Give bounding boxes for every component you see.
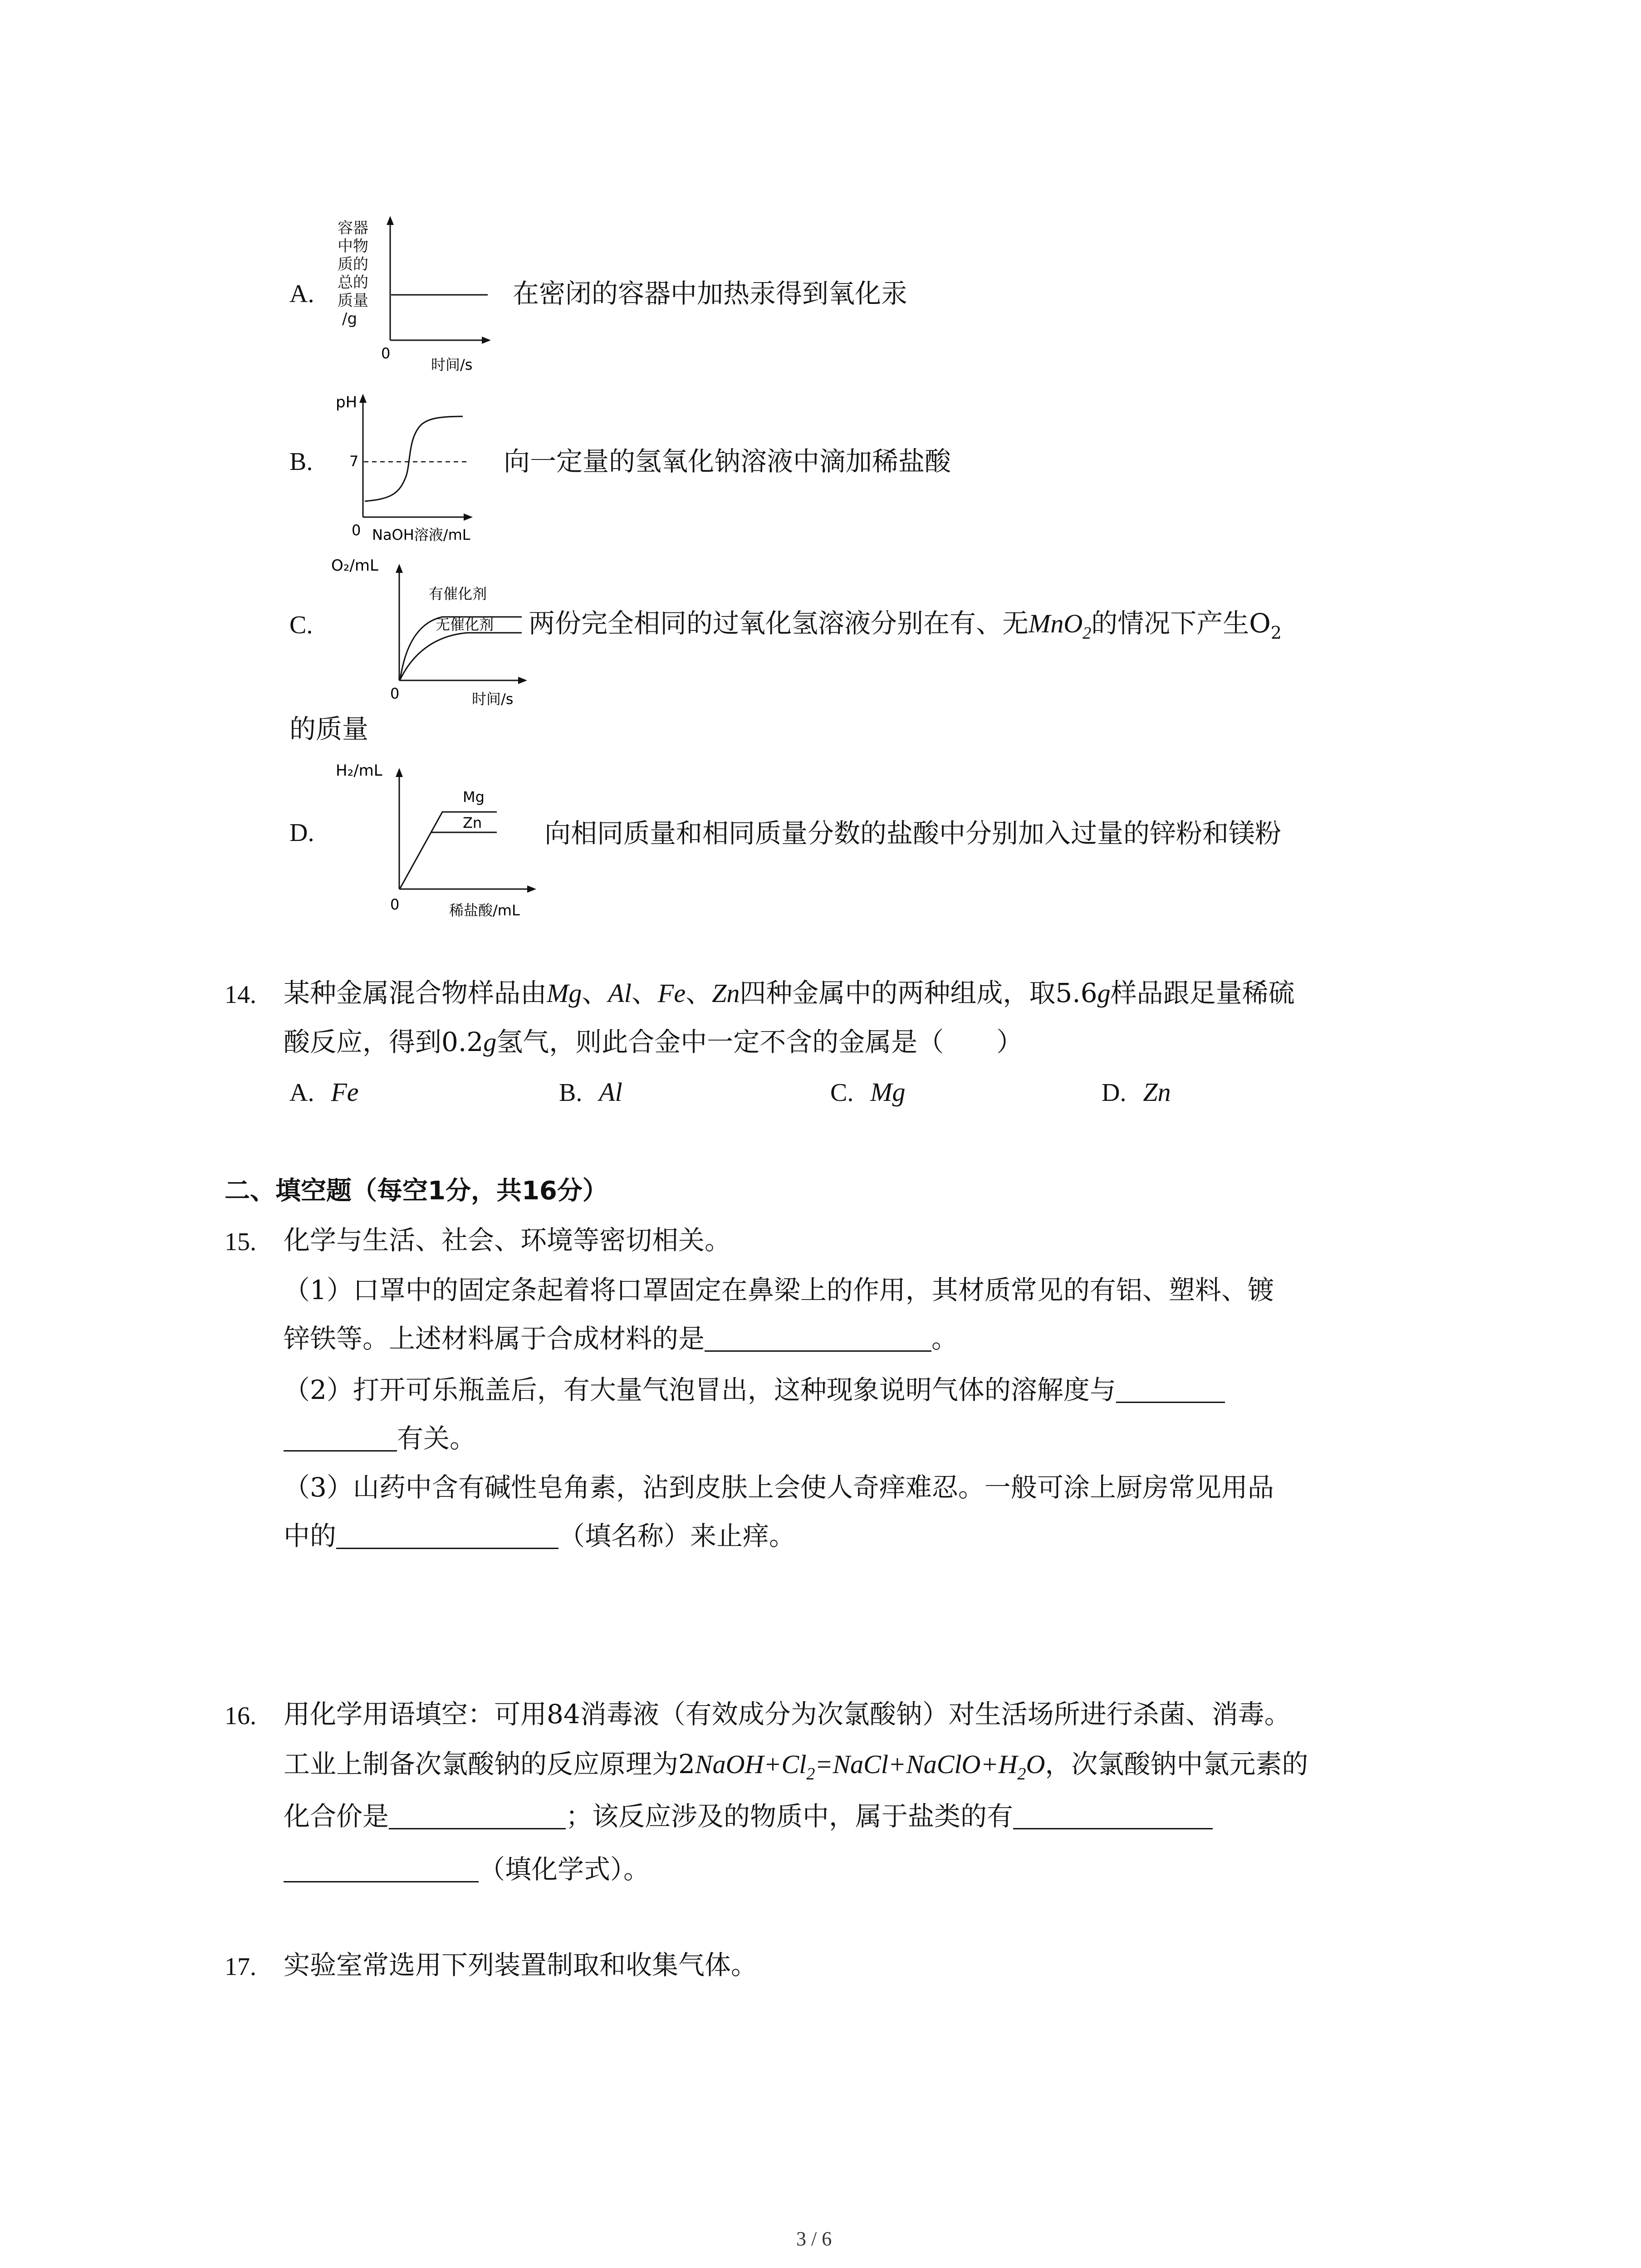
option-a-text: 在密闭的容器中加热汞得到氧化汞: [513, 278, 908, 309]
graph-d-label-1: Mg: [463, 788, 485, 806]
graph-d-label-2: Zn: [463, 814, 482, 831]
q16-line-2: 工业上制备次氯酸钠的反应原理为$2NaOH+Cl_2=NaCl+NaClO+H_2O$，次氯酸钠中氯元素的: [284, 1749, 1308, 1784]
q14-choice-a[interactable]: A. Fe: [289, 1077, 359, 1107]
svg-text:/g: /g: [342, 310, 358, 328]
q17-number: 17.: [225, 1953, 256, 1981]
option-d-text: 向相同质量和相同质量分数的盐酸中分别加入过量的锌粉和镁粉: [544, 818, 1282, 849]
q15-blank-1[interactable]: [705, 1329, 931, 1352]
q15-number: 15.: [225, 1228, 256, 1256]
q15-part3-line2: 中的 （填名称）来止痒。: [284, 1520, 796, 1551]
q16-blank-1[interactable]: [389, 1806, 566, 1829]
q15-part3-line1: （3）山药中含有碱性皂角素，沾到皮肤上会使人奇痒难忍。一般可涂上厨房常见用品: [284, 1472, 1274, 1503]
q15-part2-line1: （2）打开可乐瓶盖后，有大量气泡冒出，这种现象说明气体的溶解度与: [284, 1377, 1225, 1403]
option-d-letter: D.: [289, 819, 314, 847]
graph-b-curve: [365, 416, 463, 501]
q14-choice-c[interactable]: C. Mg: [830, 1077, 906, 1107]
graph-c-xlabel: 时间/s: [472, 690, 514, 708]
graph-a-xlabel: 时间/s: [431, 356, 473, 373]
q16-line-1: 用化学用语填空：可用84消毒液（有效成分为次氯酸钠）对生活场所进行杀菌、消毒。: [284, 1699, 1291, 1730]
q14-choice-b[interactable]: B. Al: [559, 1077, 622, 1107]
svg-text:质量: 质量: [338, 292, 368, 310]
svg-text:中物: 中物: [338, 237, 368, 255]
q16-line-4: （填化学式）。: [284, 1856, 650, 1882]
graph-b-xlabel: NaOH溶液/mL: [372, 526, 470, 543]
graph-c-label-1: 有催化剂: [429, 585, 487, 602]
option-c-letter: C.: [289, 611, 313, 639]
q15-part1-line2: 锌铁等。上述材料属于合成材料的是 。: [284, 1323, 958, 1354]
graph-a-ylabel: [338, 219, 368, 328]
option-a-letter: A.: [289, 280, 314, 308]
q16-line-3: 化合价是 ；该反应涉及的物质中，属于盐类的有: [284, 1803, 1213, 1829]
graph-d-ylabel: H₂/mL: [336, 762, 382, 780]
graph-d-origin: 0: [390, 896, 400, 913]
graph-c-label-2: 无催化剂: [436, 616, 494, 633]
graph-b: [327, 386, 508, 549]
graph-b-origin: 0: [352, 522, 361, 539]
graph-b-ytick: 7: [349, 453, 359, 470]
q15-blank-2a[interactable]: [1116, 1380, 1225, 1403]
option-c-text: 两份完全相同的过氧化氢溶液分别在有、无MnO$_2$的情况下产生$O_2$: [529, 608, 1282, 643]
q15-stem: 化学与生活、社会、环境等密切相关。: [284, 1225, 731, 1256]
graph-a: [331, 213, 495, 386]
graph-c-ylabel: O₂/mL: [331, 557, 378, 575]
q14-number: 14.: [225, 981, 256, 1009]
graph-c: [331, 549, 535, 712]
graph-c-curve-no-catalyst: [400, 633, 522, 679]
graph-d: [331, 753, 544, 925]
option-b-text: 向一定量的氢氧化钠溶液中滴加稀盐酸: [504, 446, 951, 477]
q15-part1-line1: （1）口罩中的固定条起着将口罩固定在鼻梁上的作用，其材质常见的有铝、塑料、镀: [284, 1275, 1274, 1305]
q16-number: 16.: [225, 1702, 256, 1730]
q14-line-1: 某种金属混合物样品由Mg、Al、Fe、Zn四种金属中的两种组成，取5.6g样品跟足量稀硫: [284, 978, 1295, 1008]
q15-blank-3[interactable]: [336, 1526, 558, 1549]
q16-blank-2b[interactable]: [284, 1859, 479, 1882]
option-b-letter: B.: [289, 448, 313, 476]
section-heading: 二、填空题（每空1分，共16分）: [225, 1176, 608, 1206]
page-number: 3 / 6: [796, 2228, 832, 2250]
q14-line-2: 酸反应，得到0.2g氢气，则此合金中一定不含的金属是（ ）: [284, 1026, 1023, 1057]
q14-choice-d[interactable]: D. Zn: [1102, 1077, 1171, 1107]
graph-a-origin: 0: [381, 345, 391, 362]
graph-d-curve-mg: [400, 812, 497, 888]
graph-d-xlabel: 稀盐酸/mL: [449, 902, 520, 919]
q16-blank-2a[interactable]: [1013, 1806, 1213, 1829]
svg-text:容器: 容器: [338, 219, 368, 237]
graph-c-origin: 0: [390, 685, 400, 702]
svg-text:质的: 质的: [338, 255, 368, 274]
q17-text: 实验室常选用下列装置制取和收集气体。: [284, 1950, 758, 1980]
q15-part2-line2: 有关。: [284, 1425, 476, 1452]
q15-blank-2b[interactable]: [284, 1428, 397, 1452]
option-c-text-continued: 的质量: [289, 714, 369, 744]
svg-text:总的: 总的: [338, 274, 368, 292]
graph-b-ylabel: pH: [336, 393, 358, 411]
